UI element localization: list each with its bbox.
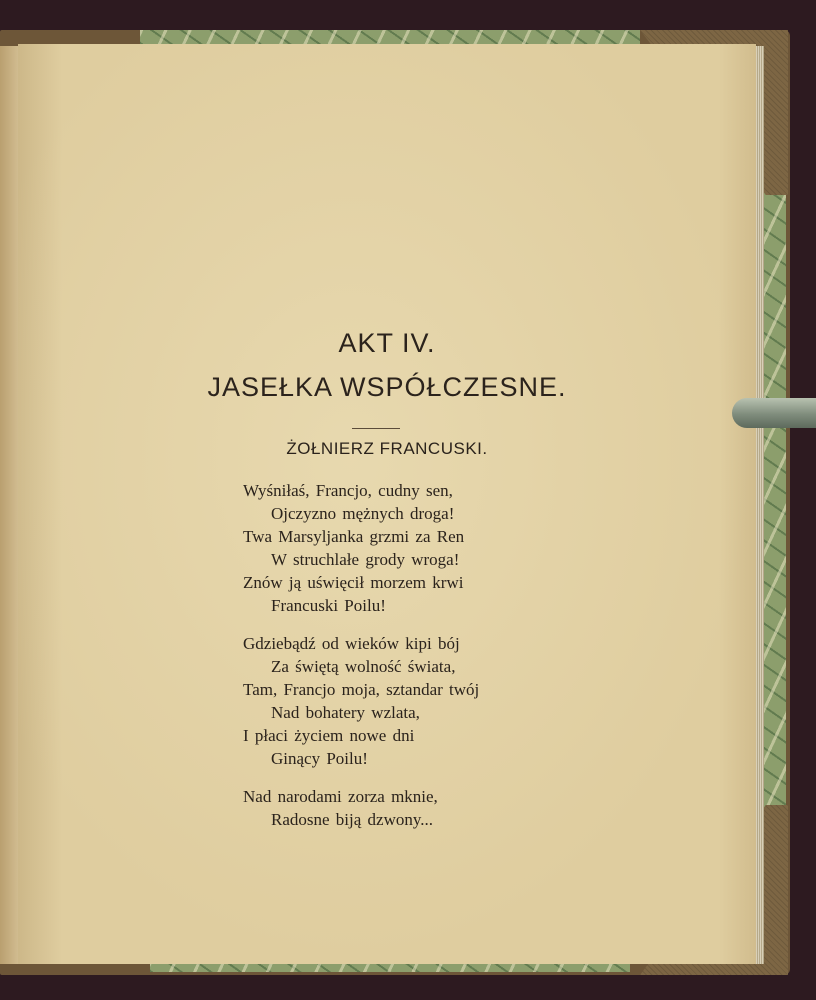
poem-line: I płaci życiem nowe dni xyxy=(243,726,415,745)
poem-line: Wyśniłaś, Francjo, cudny sen, xyxy=(243,481,453,500)
chapter-title: JASEŁKA WSPÓŁCZESNE. xyxy=(207,372,567,402)
poem-line: Za świętą wolność świata, xyxy=(271,657,456,676)
poem-line: Gdziebądź od wieków kipi bój xyxy=(243,634,460,653)
stanza xyxy=(243,479,479,617)
poem-line: Ginący Poilu! xyxy=(271,749,368,768)
poem-line: Francuski Poilu! xyxy=(271,596,386,615)
marbled-endpaper-top xyxy=(140,30,640,44)
poem-line: Radosne biją dzwony... xyxy=(271,810,434,829)
stanza xyxy=(243,785,479,831)
poem-line: Znów ją uświęcił morzem krwi xyxy=(243,573,464,592)
stanza xyxy=(243,632,479,770)
poem-line: Ojczyzno mężnych droga! xyxy=(271,504,455,523)
act-title: AKT IV. xyxy=(338,328,436,358)
poem-line: W struchlałe grody wroga! xyxy=(271,550,460,569)
poem-line: Tam, Francjo moja, sztandar twój xyxy=(243,680,480,699)
marbled-endpaper-right xyxy=(762,190,786,810)
poem-line: Nad bohatery wzlata, xyxy=(271,703,420,722)
poem-heading: ŻOŁNIERZ FRANCUSKI. xyxy=(286,439,488,458)
poem-line: Nad narodami zorza mknie, xyxy=(243,787,438,806)
title-divider xyxy=(352,428,400,429)
poem-body xyxy=(243,479,479,846)
poem-line: Twa Marsyljanka grzmi za Ren xyxy=(243,527,465,546)
